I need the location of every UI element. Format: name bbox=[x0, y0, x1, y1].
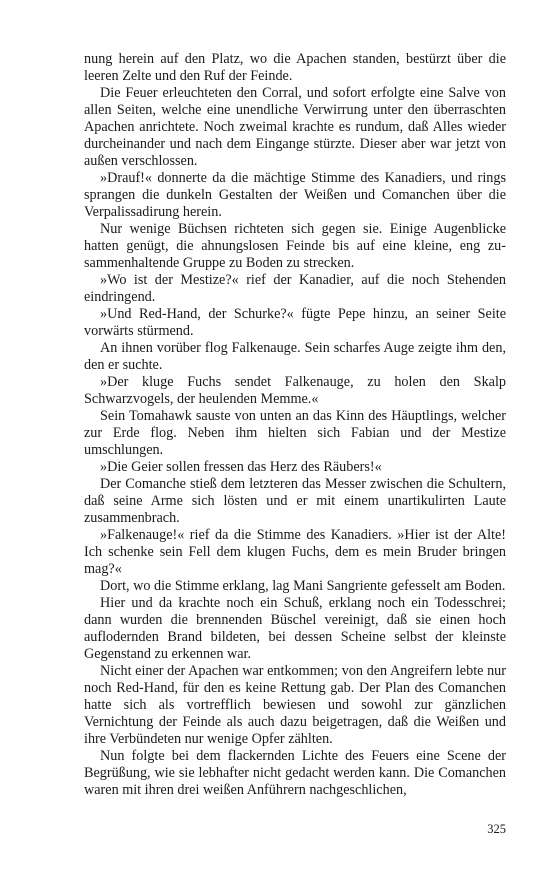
paragraph: nung herein auf den Platz, wo die Apachen standen, bestürzt über die leeren Zelte und den Ruf der Feinde. bbox=[84, 51, 506, 84]
paragraph: Nun folgte bei dem flackernden Lichte des Feuers eine Scene der Begrüßung, wie sie lebhafter nicht gedacht werden kann. Die Comanchen waren mit ihren drei weißen Anführern nachgeschlichen, bbox=[84, 748, 506, 798]
paragraph: »Wo ist der Mestize?« rief der Kanadier, auf die noch Stehenden eindringend. bbox=[84, 272, 506, 305]
paragraph: »Falkenauge!« rief da die Stimme des Kanadiers. »Hier ist der Alte! Ich schenke sein Fell dem klugen Fuchs, dem es mein Bruder bringen mag?« bbox=[84, 527, 506, 577]
paragraph: Die Feuer erleuchteten den Corral, und sofort erfolgte eine Salve von allen Seiten, welche eine unendliche Verwirrung unter den überraschten Apachen anrichtete. Noch zweimal krachte es rundum, daß Alles wieder durcheinander und nach dem Eingange stürzte. Dieser aber war jetzt von außen verschlossen. bbox=[84, 85, 506, 169]
paragraph: »Drauf!« donnerte da die mächtige Stimme des Kanadiers, und rings sprangen die dunkeln Gestalten der Weißen und Comanchen über die Verpalissadirung herein. bbox=[84, 170, 506, 220]
paragraph: »Der kluge Fuchs sendet Falkenauge, zu holen den Skalp Schwarzvogels, der heulenden Memme.« bbox=[84, 374, 506, 407]
paragraph: Hier und da krachte noch ein Schuß, erklang noch ein Todesschrei; dann wurden die brennenden Büschel vereinigt, daß sie einen hoch auflodernden Brand bildeten, bei dessen Scheine selbst der kleinste Gegenstand zu erkennen war. bbox=[84, 595, 506, 662]
paragraph: Nur wenige Büchsen richteten sich gegen sie. Einige Augenblicke hatten genügt, die ahnungslosen Feinde bis auf eine kleine, eng zusammenhaltende Gruppe zu Boden zu strecken. bbox=[84, 221, 506, 271]
paragraph: An ihnen vorüber flog Falkenauge. Sein scharfes Auge zeigte ihm den, den er suchte. bbox=[84, 340, 506, 373]
paragraph: »Und Red-Hand, der Schurke?« fügte Pepe hinzu, an seiner Seite vorwärts stürmend. bbox=[84, 306, 506, 339]
paragraph: Dort, wo die Stimme erklang, lag Mani Sangriente gefesselt am Boden. bbox=[100, 578, 506, 594]
page-number: 325 bbox=[487, 822, 506, 836]
paragraph: Der Comanche stieß dem letzteren das Messer zwischen die Schultern, daß seine Arme sich lösten und er mit einem unartikulirten Laute zusammenbrach. bbox=[84, 476, 506, 526]
paragraph: »Die Geier sollen fressen das Herz des Räubers!« bbox=[100, 459, 382, 475]
paragraph: Nicht einer der Apachen war entkommen; von den Angreifern lebte nur noch Red-Hand, für den es keine Rettung gab. Der Plan des Comanchen hatte sich als vortrefflich bewiesen und sowohl zur gänzlichen Vernichtung der Feinde als auch dazu beigetragen, daß die Weißen und ihre Verbündeten nur wenige Opfer zählten. bbox=[84, 663, 506, 747]
body-text bbox=[84, 51, 506, 799]
paragraph: Sein Tomahawk sauste von unten an das Kinn des Häuptlings, welcher zur Erde flog. Neben ihm hielten sich Fabian und der Mestize umschlungen. bbox=[84, 408, 506, 458]
